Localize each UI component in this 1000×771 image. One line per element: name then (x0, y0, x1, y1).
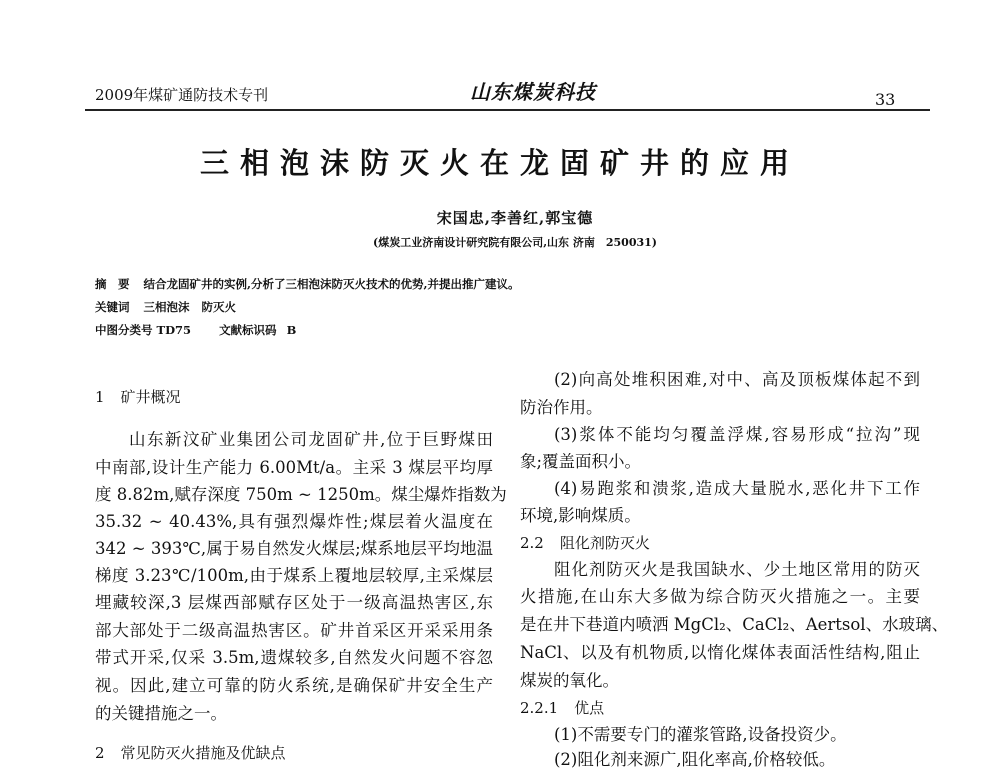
body-text-line: NaCl、以及有机物质,以惰化煤体表面活性结构,阻止 (520, 643, 920, 662)
body-text-line: 梯度 3.23℃/100m,由于煤系上覆地层较厚,主采煤层 (95, 566, 493, 585)
article-title: 三相泡沫防灭火在龙固矿井的应用 (199, 146, 800, 180)
affiliation: (煤炭工业济南设计研究院有限公司,山东 济南 250031) (373, 236, 657, 249)
body-text-line: 山东新汶矿业集团公司龙固矿井,位于巨野煤田 (129, 430, 493, 449)
header-rule (85, 109, 930, 111)
clc-value: TD75 (156, 323, 192, 337)
body-text-line: 的关键措施之一。 (95, 704, 227, 723)
body-text-line: 35.32 ~ 40.43%,具有强烈爆炸性;煤层着火温度在 (95, 512, 493, 531)
section-heading-2: 2 常见防灭火措施及优缺点 (95, 744, 286, 762)
body-text-line: 煤炭的氧化。 (520, 671, 619, 690)
abstract-text: 结合龙固矿井的实例,分析了三相泡沫防灭火技术的优势,并提出推广建议。 (143, 277, 520, 291)
clc-label: 中图分类号 (95, 323, 153, 337)
keyword: 三相泡沫 (143, 300, 190, 314)
body-text-line: (2)阻化剂来源广,阻化率高,价格较低。 (554, 750, 836, 769)
body-text-line: 象;覆盖面积小。 (520, 452, 642, 471)
keyword: 防灭火 (201, 300, 236, 314)
body-text-line: 埋藏较深,3 层煤西部赋存区处于一级高温热害区,东 (95, 593, 493, 612)
page-number: 33 (875, 90, 896, 109)
body-text-line: 342 ~ 393℃,属于易自然发火煤层;煤系地层平均地温 (95, 539, 493, 558)
doc-code-label: 文献标识码 (219, 323, 277, 337)
body-text-line: 阻化剂防灭火是我国缺水、少土地区常用的防灭 (554, 560, 920, 579)
body-text-line: 环境,影响煤质。 (520, 506, 641, 525)
body-text-line: 防治作用。 (520, 398, 603, 417)
body-text-line: (2)向高处堆积困难,对中、高及顶板煤体起不到 (554, 370, 920, 389)
body-text-line: 中南部,设计生产能力 6.00Mt/a。主采 3 煤层平均厚 (95, 458, 493, 477)
journal-issue: 2009年煤矿通防技术专刊 (95, 86, 269, 104)
body-text-line: 视。因此,建立可靠的防火系统,是确保矿井安全生产 (95, 676, 493, 695)
keywords (95, 299, 236, 315)
body-text-line: (1)不需要专门的灌浆管路,设备投资少。 (554, 725, 847, 744)
section-heading: 2.2.1 优点 (520, 699, 605, 717)
abstract-label: 摘 要 (95, 277, 130, 291)
abstract (95, 276, 520, 292)
body-text-line: 火措施,在山东大多做为综合防灭火措施之一。主要 (520, 587, 920, 606)
body-text-line: 部大部处于二级高温热害区。矿井首采区开采采用条 (95, 621, 493, 640)
keywords-label: 关键词 (95, 300, 130, 314)
doc-code-value: B (286, 323, 297, 337)
classification (95, 322, 296, 338)
body-text-line: 度 8.82m,赋存深度 750m ~ 1250m。煤尘爆炸指数为 (95, 485, 507, 504)
journal-logo: 山东煤炭科技 (470, 80, 596, 104)
body-text-line: (3)浆体不能均匀覆盖浮煤,容易形成“拉沟”现 (554, 425, 920, 444)
section-heading: 2.2 阻化剂防灭火 (520, 534, 650, 552)
section-heading-1: 1 矿井概况 (95, 388, 181, 406)
body-text-line: 是在井下巷道内喷洒 MgCl₂、CaCl₂、Aertsol、水玻璃、 (520, 615, 949, 634)
authors: 宋国忠,李善红,郭宝德 (436, 209, 594, 227)
body-text-line: (4)易跑浆和溃浆,造成大量脱水,恶化井下工作 (554, 479, 920, 498)
body-text-line: 带式开采,仅采 3.5m,遗煤较多,自然发火问题不容忽 (95, 648, 493, 667)
